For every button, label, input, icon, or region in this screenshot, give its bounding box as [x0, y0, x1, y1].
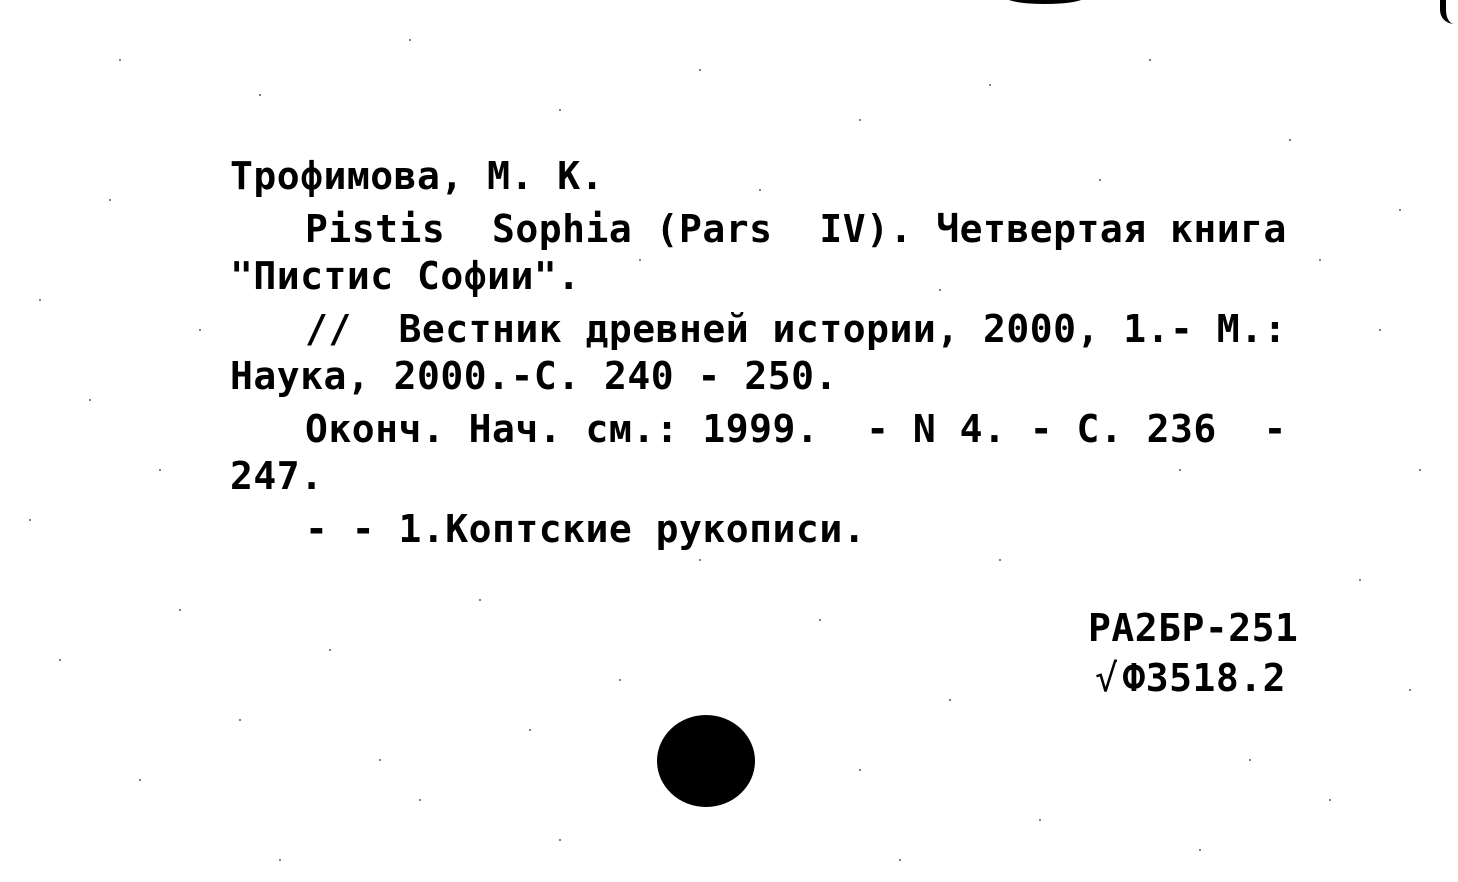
- inventory-code: Ф3518.2: [1122, 656, 1287, 700]
- source-line-1: // Вестник древней истории, 2000, 1.- М.:: [305, 307, 1287, 351]
- title-line-2: "Пистис Софии".: [230, 254, 581, 298]
- note-line-2: 247.: [230, 454, 324, 498]
- check-mark-icon: √: [1095, 656, 1119, 700]
- note-line-1: Оконч. Нач. см.: 1999. - N 4. - С. 236 -: [305, 407, 1287, 451]
- subject-heading: - - 1.Коптские рукописи.: [305, 507, 867, 551]
- source-line-2: Наука, 2000.-С. 240 - 250.: [230, 354, 838, 398]
- title-line-1: Pistis Sophia (Pars IV). Четвертая книга: [305, 207, 1287, 251]
- shelf-code: РА2БР-251: [1088, 606, 1299, 650]
- author-line: Трофимова, М. К.: [230, 154, 605, 198]
